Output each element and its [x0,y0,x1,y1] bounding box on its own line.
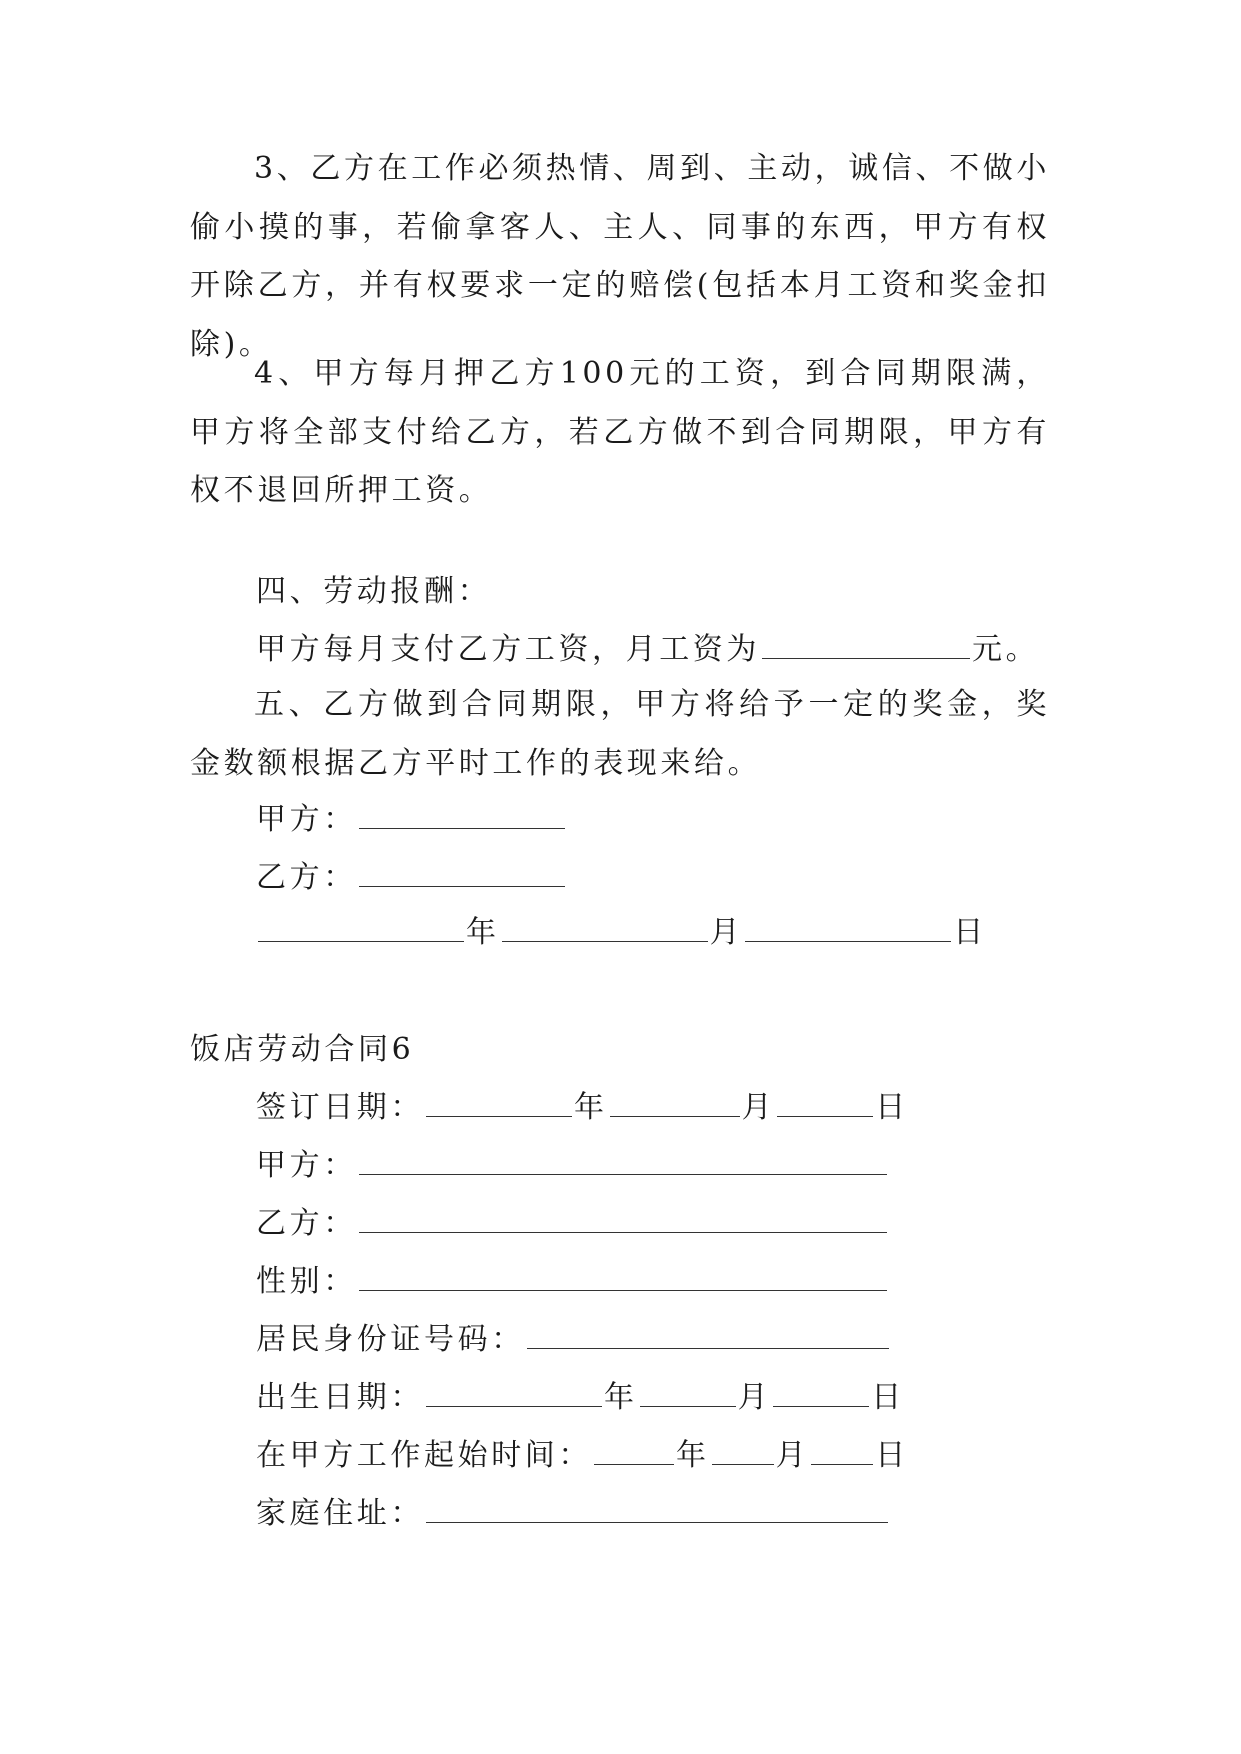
address-label: 家庭住址： [256,1496,424,1531]
gender-line [256,1262,889,1302]
gender-field[interactable] [359,1263,887,1291]
party-a-field-label: 甲方： [256,1148,357,1183]
year-blank[interactable] [258,914,464,942]
birth-date-line [256,1378,905,1418]
start-month-label: 月 [775,1438,810,1473]
date-sign-line [256,913,987,953]
section-5-paragraph: 五、乙方做到合同期限，甲方将给予一定的奖金，奖金数额根据乙方平时工作的表现来给。 [190,687,1050,781]
year-label: 年 [466,915,500,950]
start-month-blank[interactable] [712,1437,774,1465]
start-day-blank[interactable] [811,1437,873,1465]
address-line [256,1494,890,1534]
birth-day-label: 日 [871,1380,905,1415]
id-number-line [256,1320,891,1360]
party-b-line [256,1204,889,1244]
sign-year-label: 年 [574,1090,608,1125]
birth-day-blank[interactable] [773,1379,869,1407]
contract-6-title: 饭店劳动合同6 [190,1032,415,1067]
party-a-label: 甲方： [256,802,357,837]
birth-date-label: 出生日期： [256,1380,424,1415]
id-number-label: 居民身份证号码： [256,1322,525,1357]
party-b-label: 乙方： [256,860,357,895]
sign-date-label: 签订日期： [256,1090,424,1125]
birth-year-blank[interactable] [426,1379,602,1407]
sign-year-blank[interactable] [426,1089,572,1117]
salary-suffix: 元。 [972,632,1040,667]
clause-4-paragraph: 4、甲方每月押乙方100元的工资，到合同期限满，甲方将全部支付给乙方，若乙方做不到合同期限，甲方有权不退回所押工资。 [190,356,1050,508]
sign-day-label: 日 [875,1090,909,1125]
party-b-field-label: 乙方： [256,1206,357,1241]
section-4-heading: 四、劳动报酬： [256,574,492,609]
start-year-blank[interactable] [594,1437,674,1465]
party-b-sign-line [256,858,567,898]
sign-month-blank[interactable] [610,1089,740,1117]
party-b-blank[interactable] [359,859,565,887]
salary-line [256,630,1039,670]
day-label: 日 [953,915,987,950]
gender-label: 性别： [256,1264,357,1299]
sign-month-label: 月 [741,1090,776,1125]
birth-year-label: 年 [604,1380,638,1415]
start-date-line [256,1436,909,1476]
start-date-label: 在甲方工作起始时间： [256,1438,592,1473]
party-a-line [256,1146,889,1186]
sign-date-line [256,1088,909,1128]
party-a-field[interactable] [359,1147,887,1175]
sign-day-blank[interactable] [777,1089,873,1117]
birth-month-label: 月 [737,1380,772,1415]
clause-3-paragraph: 3、乙方在工作必须热情、周到、主动，诚信、不做小偷小摸的事，若偷拿客人、主人、同事的东西，甲方有权开除乙方，并有权要求一定的赔偿(包括本月工资和奖金扣除)。 [190,151,1050,362]
address-field[interactable] [426,1495,888,1523]
month-label: 月 [709,915,744,950]
start-day-label: 日 [875,1438,909,1473]
salary-blank[interactable] [762,631,970,659]
day-blank[interactable] [745,914,951,942]
month-blank[interactable] [502,914,708,942]
party-b-field[interactable] [359,1205,887,1233]
birth-month-blank[interactable] [640,1379,736,1407]
start-year-label: 年 [676,1438,710,1473]
id-number-field[interactable] [527,1321,889,1349]
party-a-sign-line [256,800,567,840]
salary-prefix: 甲方每月支付乙方工资，月工资为 [256,632,760,667]
party-a-blank[interactable] [359,801,565,829]
